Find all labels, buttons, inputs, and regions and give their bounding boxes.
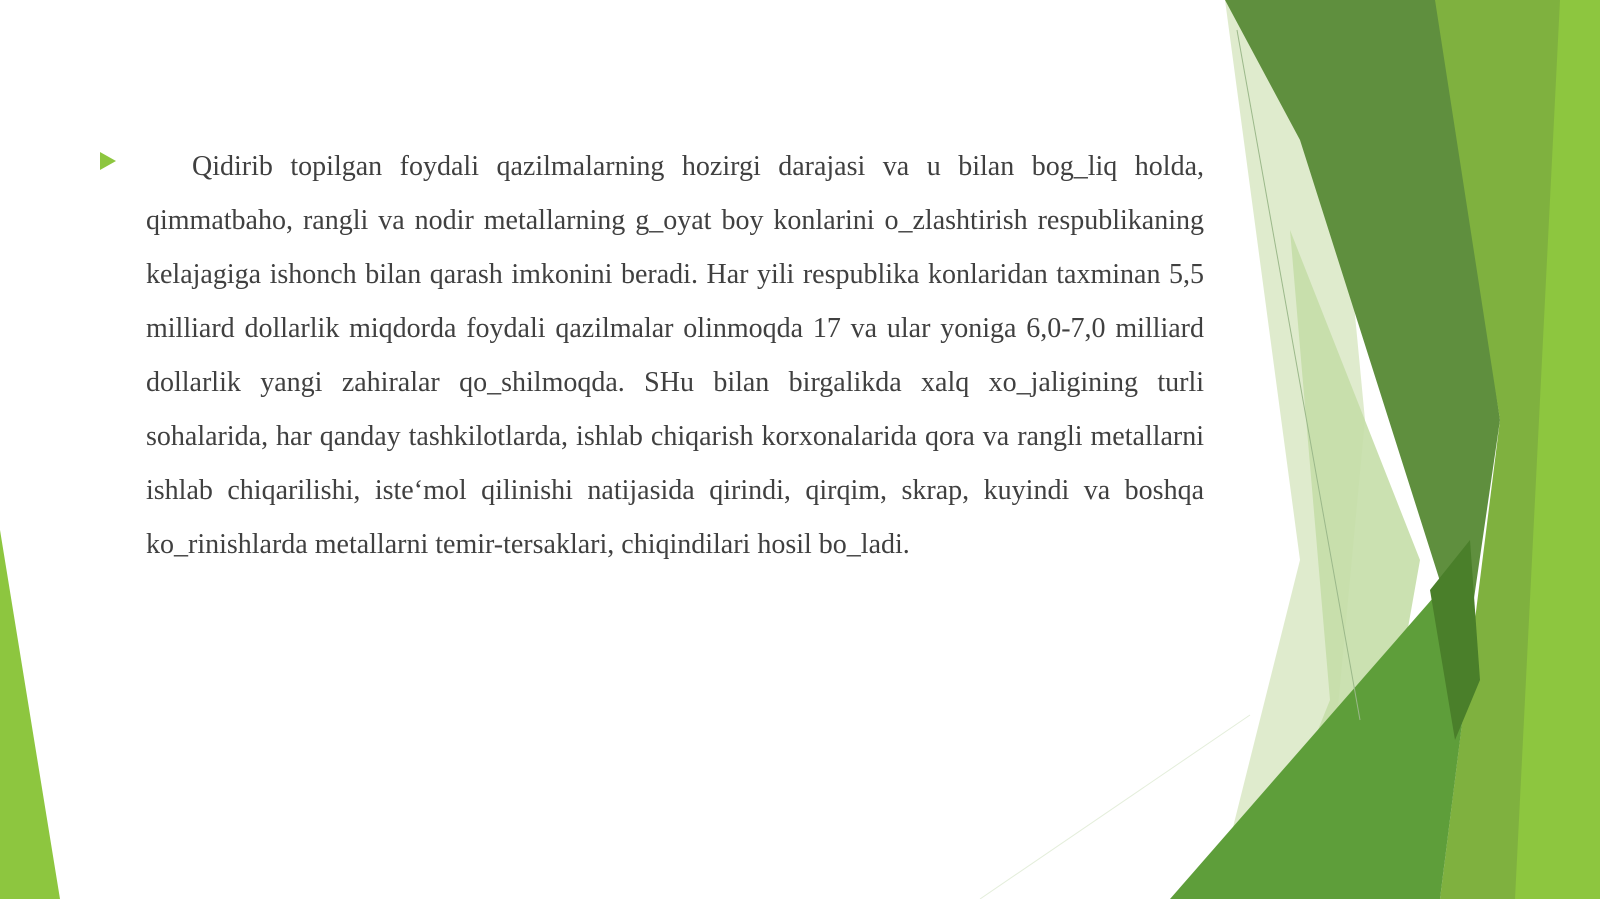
body-paragraph: Qidirib topilgan foydali qazilmalarning hozirgi darajasi va u bilan bog_liq holda, qimmatbaho, rangli va nodir metallarning g_oyat boy konlarini o_zlashtirish respublikaning kelajagiga ishonch bilan qarash imkonini beradi. Har yili respublika konlaridan taxminan 5,5 milliard dollarlik miqdorda foydali qazilmalar olinmoqda 17 va ular yoniga 6,0-7,0 milliard dollarlik yangi zahiralar qo_shilmoqda. SHu bilan birgalikda xalq xo_jaligining turli sohalarida, har qanday tashkilotlarda, ishlab chiqarish korxonalarida qora va rangli metallarni ishlab chiqarilishi, iste‘mol qilinishi natijasida qirindi, qirqim, skrap, kuyindi va boshqa ko_rinishlarda metallarni temir-tersaklari, chiqindilari hosil bo_ladi. [146, 151, 1204, 560]
text-content [100, 140, 1205, 572]
triangle-bullet-icon [100, 152, 116, 170]
left-green-wedge [0, 530, 60, 899]
